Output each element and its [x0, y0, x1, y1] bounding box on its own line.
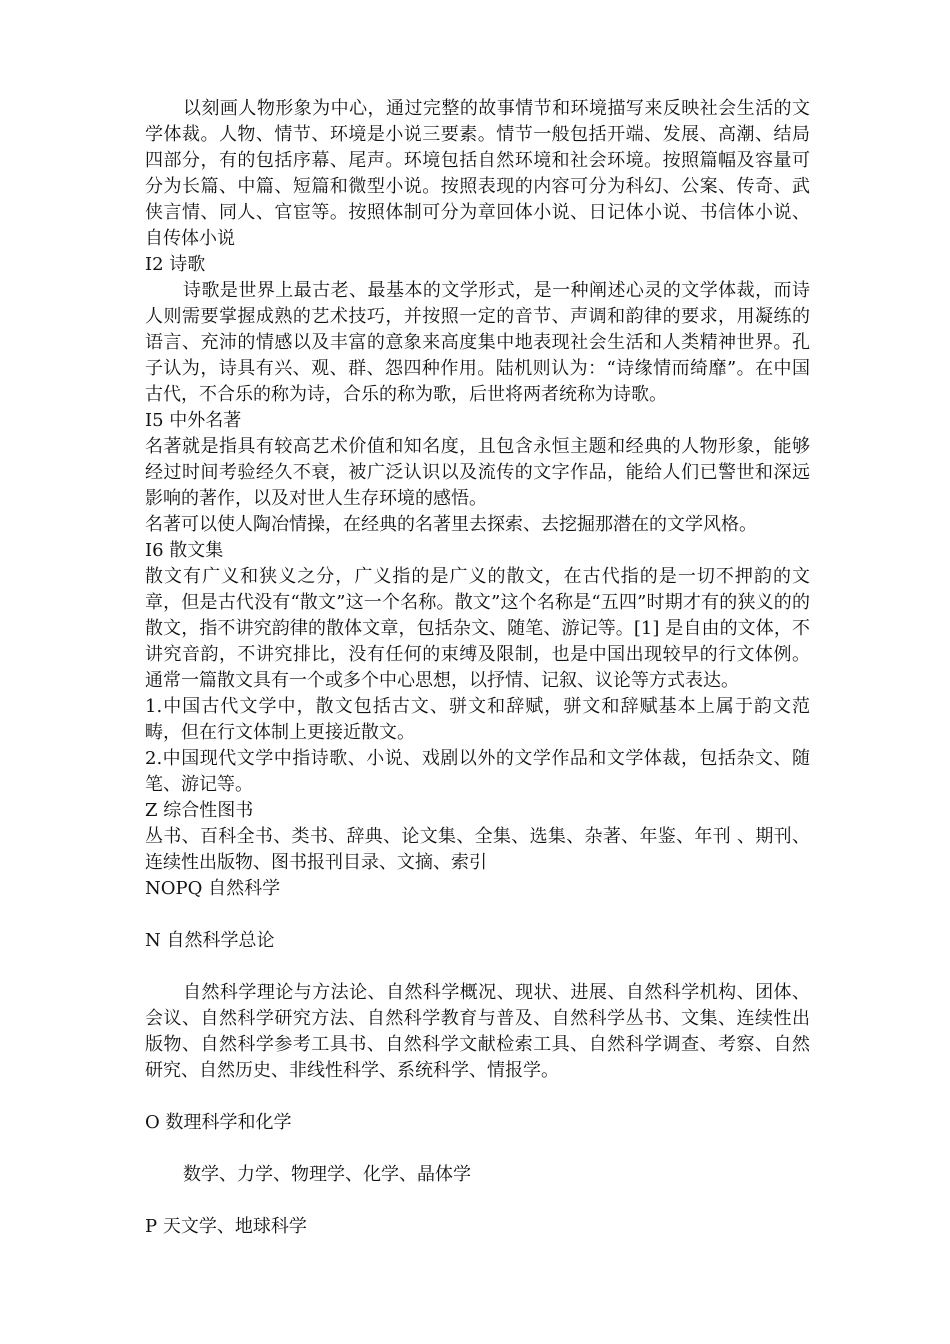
classics-paragraph-1: 名著就是指具有较高艺术价值和知名度，且包含永恒主题和经典的人物形象，能够经过时间考验经久不衰，被广泛认识以及流传的文字作品，能给人们已警世和深远影响的著作，以及对世人生存环境的感悟。 — [145, 436, 810, 509]
classics-paragraph-2: 名著可以使人陶冶情操，在经典的名著里去探索、去挖掘那潜在的文学风格。 — [145, 514, 757, 535]
novel-paragraph: 以刻画人物形象为中心，通过完整的故事情节和环境描写来反映社会生活的文学体裁。人物、情节、环境是小说三要素。情节一般包括开端、发展、高潮、结局四部分，有的包括序幕、尾声。环境包括自然环境和社会环境。按照篇幅及容量可分为长篇、中篇、短篇和微型小说。按照表现的内容可分为科幻、公案、传奇、武侠言情、同人、官宦等。按照体制可分为章回体小说、日记体小说、书信体小说、自传体小说 — [145, 98, 810, 249]
section-heading-z: Z 综合性图书 — [145, 800, 254, 821]
section-heading-i6: I6 散文集 — [145, 540, 224, 561]
section-heading-o: O 数理科学和化学 — [145, 1112, 292, 1133]
section-heading-n: N 自然科学总论 — [145, 930, 275, 951]
section-heading-i5: I5 中外名著 — [145, 410, 242, 431]
section-heading-nopq: NOPQ 自然科学 — [145, 878, 281, 899]
poetry-paragraph: 诗歌是世界上最古老、最基本的文学形式，是一种阐述心灵的文学体裁，而诗人则需要掌握成熟的艺术技巧，并按照一定的音节、声调和韵律的要求，用凝练的语言、充沛的情感以及丰富的意象来高度集中地表现社会生活和人类精神世界。孔子认为，诗具有兴、观、群、怨四种作用。陆机则认为：“诗缘情而绮靡”。在中国古代，不合乐的称为诗，合乐的称为歌，后世将两者统称为诗歌。 — [145, 280, 810, 405]
general-books-paragraph: 丛书、百科全书、类书、辞典、论文集、全集、选集、杂著、年鉴、年刊 、期刊、连续性出版物、图书报刊目录、文摘、索引 — [145, 826, 810, 873]
prose-list-item-1: 1.中国古代文学中，散文包括古文、骈文和辞赋，骈文和辞赋基本上属于韵文范畴，但在行文体制上更接近散文。 — [145, 696, 810, 743]
document-page — [145, 96, 810, 1240]
natural-science-paragraph: 自然科学理论与方法论、自然科学概况、现状、进展、自然科学机构、团体、会议、自然科学研究方法、自然科学教育与普及、自然科学丛书、文集、连续性出版物、自然科学参考工具书、自然科学文献检索工具、自然科学调查、考察、自然研究、自然历史、非线性科学、系统科学、情报学。 — [145, 982, 810, 1081]
section-heading-p: P 天文学、地球科学 — [145, 1216, 307, 1237]
prose-paragraph: 散文有广义和狭义之分，广义指的是广义的散文，在古代指的是一切不押韵的文章，但是古代没有“散文”这一个名称。散文”这个名称是“五四”时期才有的狭义的的散文，指不讲究韵律的散体文章，包括杂文、随笔、游记等。[1] 是自由的文体，不讲究音韵，不讲究排比，没有任何的束缚及限制，也是中国出现较早的行文体例。通常一篇散文具有一个或多个中心思想，以抒情、记叙、议论等方式表达。 — [145, 566, 810, 691]
section-heading-i2: I2 诗歌 — [145, 254, 206, 275]
prose-list-item-2: 2.中国现代文学中指诗歌、小说、戏剧以外的文学作品和文学体裁，包括杂文、随笔、游记等。 — [145, 748, 810, 795]
math-chemistry-paragraph: 数学、力学、物理学、化学、晶体学 — [183, 1164, 471, 1185]
